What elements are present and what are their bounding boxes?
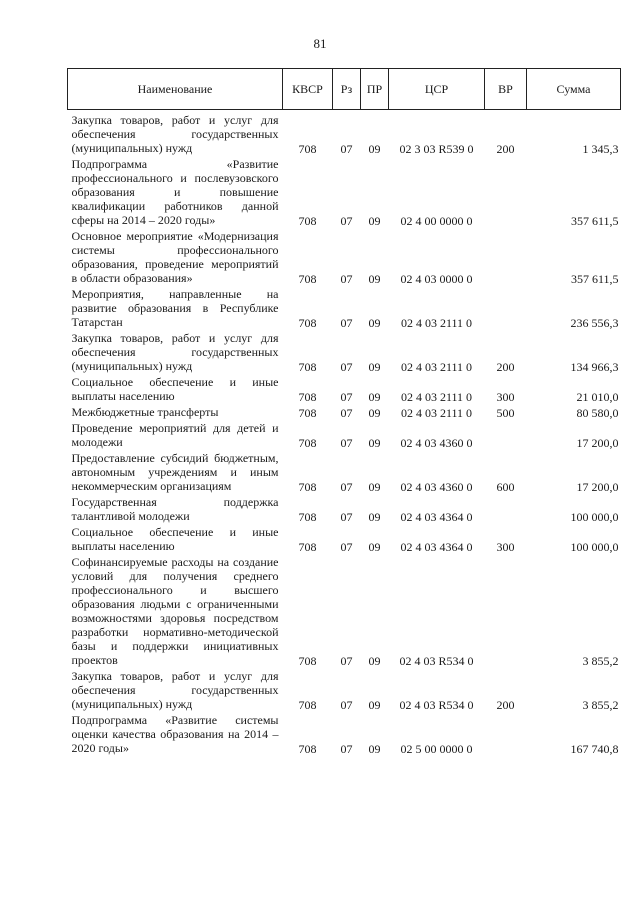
row-sum: 134 966,3 — [570, 360, 619, 374]
table-row — [68, 494, 621, 524]
table-row — [68, 668, 621, 712]
row-vr: 500 — [496, 406, 515, 420]
row-sum: 17 200,0 — [576, 436, 619, 450]
row-name: Закупка товаров, работ и услуг для обеспечения государственных (муниципальных) нужд — [71, 113, 279, 155]
header-vr: ВР — [485, 69, 527, 110]
row-pr: 09 — [368, 360, 381, 374]
row-csr: 02 4 03 2111 0 — [400, 316, 473, 330]
row-rz: 07 — [340, 406, 353, 420]
row-rz: 07 — [340, 390, 353, 404]
row-sum: 100 000,0 — [570, 540, 619, 554]
header-name: Наименование — [68, 69, 283, 110]
row-csr: 02 4 03 4364 0 — [400, 510, 473, 524]
row-name: Софинансируемые расходы на создание условий для получения среднего профессионального и высшего образования людьми с ограниченными возможностями здоровья посредством разработки нормативно-методической базы и поддержки инициативных проектов — [71, 555, 279, 667]
row-pr: 09 — [368, 742, 381, 756]
page-number: 81 — [313, 36, 327, 51]
row-rz: 07 — [340, 360, 353, 374]
row-kvsr: 708 — [298, 510, 317, 524]
row-kvsr: 708 — [298, 540, 317, 554]
row-pr: 09 — [368, 214, 381, 228]
row-csr: 02 5 00 0000 0 — [400, 742, 473, 756]
row-kvsr: 708 — [298, 436, 317, 450]
table-row — [68, 156, 621, 228]
row-name: Проведение мероприятий для детей и молодежи — [71, 421, 279, 449]
row-pr: 09 — [368, 406, 381, 420]
row-pr: 09 — [368, 510, 381, 524]
row-pr: 09 — [368, 272, 381, 286]
row-kvsr: 708 — [298, 214, 317, 228]
row-vr — [485, 494, 527, 524]
row-csr: 02 4 03 2111 0 — [400, 390, 473, 404]
row-rz: 07 — [340, 436, 353, 450]
table-header-row — [68, 69, 621, 110]
row-sum: 357 611,5 — [570, 214, 619, 228]
header-sum: Сумма — [527, 69, 621, 110]
row-name: Закупка товаров, работ и услуг для обеспечения государственных (муниципальных) нужд — [71, 669, 279, 711]
row-sum: 1 345,3 — [582, 142, 619, 156]
table-row — [68, 110, 621, 157]
row-pr: 09 — [368, 316, 381, 330]
row-rz: 07 — [340, 480, 353, 494]
row-name: Закупка товаров, работ и услуг для обеспечения государственных (муниципальных) нужд — [71, 331, 279, 373]
row-rz: 07 — [340, 540, 353, 554]
row-sum: 3 855,2 — [582, 654, 619, 668]
row-vr: 200 — [496, 142, 515, 156]
row-sum: 80 580,0 — [576, 406, 619, 420]
row-name: Подпрограмма «Развитие системы оценки качества образования на 2014 – 2020 годы» — [71, 713, 279, 755]
row-csr: 02 4 03 R534 0 — [399, 654, 474, 668]
row-vr: 200 — [496, 698, 515, 712]
header-csr: ЦСР — [389, 69, 485, 110]
row-rz: 07 — [340, 316, 353, 330]
row-pr: 09 — [368, 142, 381, 156]
table-row — [68, 524, 621, 554]
table-row — [68, 286, 621, 330]
row-csr: 02 4 03 R534 0 — [399, 698, 474, 712]
table-row — [68, 554, 621, 668]
row-kvsr: 708 — [298, 742, 317, 756]
row-kvsr: 708 — [298, 654, 317, 668]
row-pr: 09 — [368, 698, 381, 712]
row-csr: 02 4 03 4364 0 — [400, 540, 473, 554]
row-kvsr: 708 — [298, 480, 317, 494]
row-csr: 02 4 03 4360 0 — [400, 480, 473, 494]
row-pr: 09 — [368, 480, 381, 494]
row-vr — [485, 554, 527, 668]
row-vr — [485, 286, 527, 330]
row-kvsr: 708 — [298, 390, 317, 404]
row-sum: 167 740,8 — [570, 742, 619, 756]
row-vr — [485, 420, 527, 450]
row-vr: 300 — [496, 390, 515, 404]
row-rz: 07 — [340, 654, 353, 668]
table-row — [68, 404, 621, 420]
row-kvsr: 708 — [298, 272, 317, 286]
row-vr: 200 — [496, 360, 515, 374]
row-csr: 02 4 03 4360 0 — [400, 436, 473, 450]
row-name: Подпрограмма «Развитие профессионального и послевузовского образования и повышение квалификации работников данной сферы на 2014 – 2020 годы» — [71, 157, 279, 227]
row-csr: 02 3 03 R539 0 — [399, 142, 474, 156]
header-pr: ПР — [361, 69, 389, 110]
row-csr: 02 4 03 0000 0 — [400, 272, 473, 286]
row-name: Межбюджетные трансферты — [71, 405, 219, 419]
row-rz: 07 — [340, 142, 353, 156]
row-kvsr: 708 — [298, 698, 317, 712]
row-name: Социальное обеспечение и иные выплаты населению — [71, 525, 279, 553]
row-name: Социальное обеспечение и иные выплаты населению — [71, 375, 279, 403]
table-row — [68, 420, 621, 450]
row-kvsr: 708 — [298, 316, 317, 330]
row-rz: 07 — [340, 698, 353, 712]
row-csr: 02 4 00 0000 0 — [400, 214, 473, 228]
table-row — [68, 374, 621, 404]
row-sum: 21 010,0 — [576, 390, 619, 404]
row-sum: 3 855,2 — [582, 698, 619, 712]
row-vr — [485, 156, 527, 228]
row-kvsr: 708 — [298, 142, 317, 156]
row-csr: 02 4 03 2111 0 — [400, 360, 473, 374]
row-sum: 100 000,0 — [570, 510, 619, 524]
row-vr — [485, 712, 527, 756]
row-name: Мероприятия, направленные на развитие образования в Республике Татарстан — [71, 287, 279, 329]
row-name: Основное мероприятие «Модернизация системы профессионального образования, проведение мероприятий в области образования» — [71, 229, 279, 285]
row-pr: 09 — [368, 436, 381, 450]
row-pr: 09 — [368, 540, 381, 554]
row-pr: 09 — [368, 654, 381, 668]
table-row — [68, 330, 621, 374]
row-kvsr: 708 — [298, 406, 317, 420]
row-rz: 07 — [340, 510, 353, 524]
table-row — [68, 450, 621, 494]
row-sum: 236 556,3 — [570, 316, 619, 330]
row-sum: 17 200,0 — [576, 480, 619, 494]
row-csr: 02 4 03 2111 0 — [400, 406, 473, 420]
budget-table — [67, 68, 621, 756]
row-rz: 07 — [340, 742, 353, 756]
row-name: Государственная поддержка талантливой молодежи — [71, 495, 279, 523]
table-row — [68, 228, 621, 286]
table-body — [68, 110, 621, 757]
table-row — [68, 712, 621, 756]
row-rz: 07 — [340, 272, 353, 286]
row-vr: 600 — [496, 480, 515, 494]
row-rz: 07 — [340, 214, 353, 228]
row-sum: 357 611,5 — [570, 272, 619, 286]
row-pr: 09 — [368, 390, 381, 404]
row-name: Предоставление субсидий бюджетным, автономным учреждениям и иным некоммерческим организациям — [71, 451, 279, 493]
header-kvsr: КВСР — [283, 69, 333, 110]
row-vr — [485, 228, 527, 286]
row-kvsr: 708 — [298, 360, 317, 374]
header-rz: Рз — [333, 69, 361, 110]
row-vr: 300 — [496, 540, 515, 554]
